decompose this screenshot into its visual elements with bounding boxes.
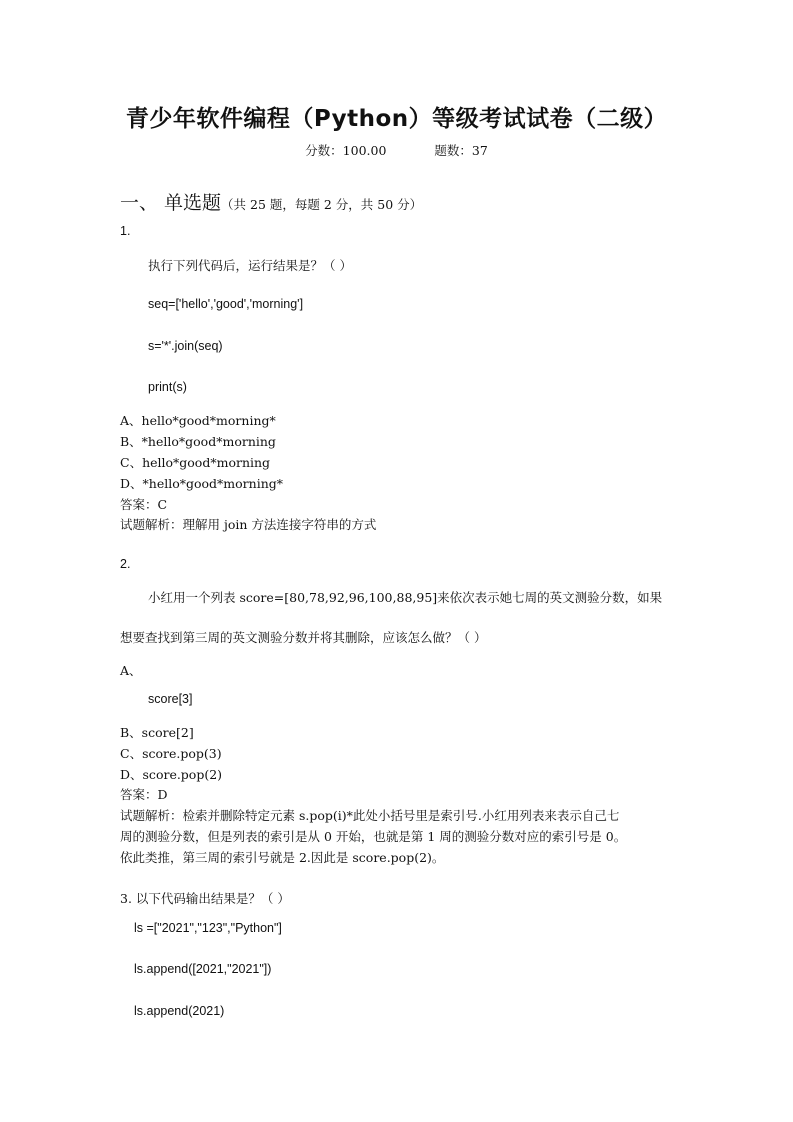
q1-option-b: B、*hello*good*morning: [120, 434, 276, 449]
exam-meta: [0, 141, 793, 159]
q2-option-a-code: score[3]: [148, 692, 193, 706]
q2-option-b: B、score[2]: [120, 725, 194, 740]
q3-code-line-3: ls.append(2021): [134, 1004, 225, 1018]
q1-number: 1.: [120, 224, 131, 238]
q2-option-c: C、score.pop(3): [120, 746, 222, 761]
q2-stem-line-1: 小红用一个列表 score=[80,78,92,96,100,88,95]来依次表示她七周的英文测验分数，如果: [148, 590, 663, 605]
question-count: 题数：37: [434, 143, 488, 158]
q1-option-d: D、*hello*good*morning*: [120, 476, 284, 491]
q3-code-line-2: ls.append([2021,"2021"]): [134, 962, 272, 976]
q1-option-a: A、hello*good*morning*: [120, 413, 276, 428]
q1-answer: 答案：C: [120, 497, 168, 512]
score-total: 分数：100.00: [305, 143, 387, 158]
q1-code-line-1: seq=['hello','good','morning']: [148, 297, 304, 311]
q2-option-d: D、score.pop(2): [120, 767, 223, 782]
section-heading: [120, 188, 422, 215]
q2-analysis-line-1: 试题解析：检索并删除特定元素 s.pop(i)*此处小括号里是索引号.小红用列表来表示自己七: [120, 808, 620, 823]
q1-code-line-2: s='*'.join(seq): [148, 339, 223, 353]
section-note: （共 25 题，每题 2 分，共 50 分）: [221, 197, 423, 212]
q1-option-c: C、hello*good*morning: [120, 455, 271, 470]
q2-number: 2.: [120, 557, 131, 571]
q2-answer: 答案：D: [120, 787, 168, 802]
q1-stem: 执行下列代码后，运行结果是？（ ）: [148, 258, 352, 273]
q3-code-line-1: ls =["2021","123","Python"]: [134, 921, 282, 935]
page-title: 青少年软件编程（Python）等级考试试卷（二级）: [125, 106, 668, 132]
q2-stem-line-2: 想要查找到第三周的英文测验分数并将其删除，应该怎么做？（ ）: [120, 630, 487, 645]
q1-analysis: 试题解析：理解用 join 方法连接字符串的方式: [120, 517, 377, 532]
q3-stem: 3. 以下代码输出结果是？（ ）: [120, 891, 290, 906]
section-title: 一、 单选题: [120, 192, 222, 214]
q2-option-a: A、: [120, 663, 142, 678]
q1-code-line-3: print(s): [148, 380, 187, 394]
q2-analysis-line-2: 周的测验分数，但是列表的索引是从 0 开始，也就是第 1 周的测验分数对应的索引号是 0。: [120, 829, 627, 844]
q2-analysis-line-3: 依此类推，第三周的索引号就是 2.因此是 score.pop(2)。: [120, 850, 445, 865]
